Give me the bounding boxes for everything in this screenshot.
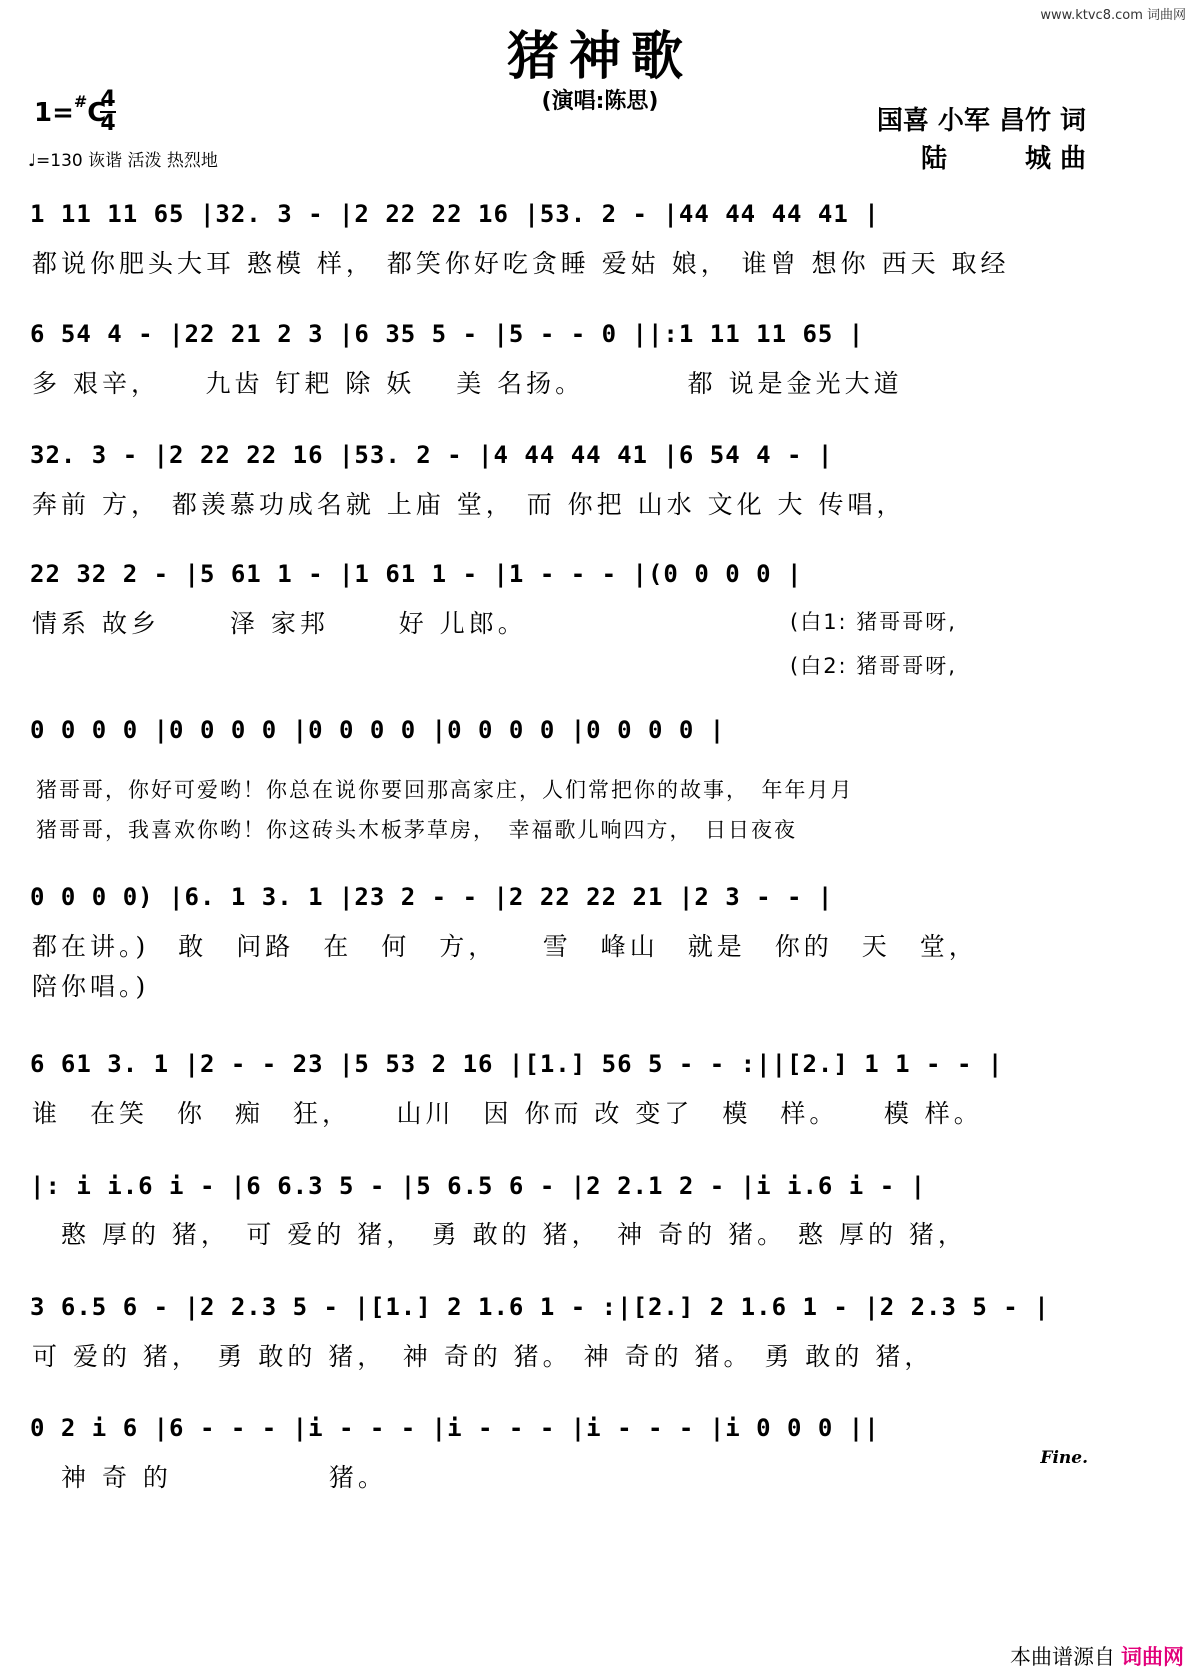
meter-top: 4 bbox=[100, 87, 116, 112]
notation-row: 0 0 0 0) |6. 1 3. 1 |23 2 - - |2 22 22 21 |2 3 - - | bbox=[30, 883, 834, 911]
lyric-line: 神 奇 的 猪。 bbox=[32, 1463, 387, 1492]
spoken-part-1: (白1: 猪哥哥呀, bbox=[790, 610, 957, 634]
spoken-line: 猪哥哥，我喜欢你哟！你这砖头木板茅草房， 幸福歌儿响四方， 日日夜夜 bbox=[36, 818, 797, 842]
composer-credit: 陆 城 曲 bbox=[920, 144, 1086, 174]
source-site-link[interactable]: 词曲网 bbox=[1121, 1645, 1184, 1669]
singer-credit: (演唱:陈思) bbox=[541, 89, 659, 114]
time-signature bbox=[100, 87, 116, 136]
lyric-line: 奔前 方， 都羡慕功成名就 上庙 堂， 而 你把 山水 文化 大 传唱， bbox=[32, 490, 906, 519]
lyric-line: 都说你肥头大耳 憨模 样， 都笑你好吃贪睡 爱姑 娘， 谁曾 想你 西天 取经 bbox=[32, 249, 1010, 278]
source-footer bbox=[1010, 1641, 1184, 1671]
notation-row: |: i i.6 i - |6 6.3 5 - |5 6.5 6 - |2 2.1 2 - |i i.6 i - | bbox=[30, 1172, 927, 1200]
lyric-line: 情系 故乡 泽 家邦 好 儿郎。 bbox=[32, 609, 527, 638]
lyric-line: 憨 厚的 猪， 可 爱的 猪， 勇 敢的 猪， 神 奇的 猪。 憨 厚的 猪， bbox=[32, 1220, 967, 1249]
notation-row: 32. 3 - |2 22 22 16 |53. 2 - |4 44 44 41 |6 54 4 - | bbox=[30, 441, 834, 469]
notation-row: 0 0 0 0 |0 0 0 0 |0 0 0 0 |0 0 0 0 |0 0 0 0 | bbox=[30, 716, 726, 744]
spoken-part-2: (白2: 猪哥哥呀, bbox=[790, 654, 957, 678]
meter-bottom: 4 bbox=[100, 111, 116, 136]
key-note: C bbox=[87, 98, 107, 128]
key-prefix: 1= bbox=[34, 98, 74, 128]
spoken-line: 猪哥哥，你好可爱哟！你总在说你要回那高家庄，人们常把你的故事， 年年月月 bbox=[36, 778, 854, 802]
lyric-line: 谁 在笑 你 痴 狂， 山川 因 你而 改 变了 模 样。 模 样。 bbox=[32, 1099, 983, 1128]
notation-row: 0 2 i 6 |6 - - - |i - - - |i - - - |i - - - |i 0 0 0 || bbox=[30, 1414, 880, 1442]
lyric-line: 多 艰辛， 九齿 钉耙 除 妖 美 名扬。 都 说是金光大道 bbox=[32, 369, 903, 398]
lyric-line: 可 爱的 猪， 勇 敢的 猪， 神 奇的 猪。 神 奇的 猪。 勇 敢的 猪， bbox=[32, 1342, 934, 1371]
lyricist-credit: 国喜 小军 昌竹 词 bbox=[876, 106, 1086, 136]
source-label: 本曲谱源自 bbox=[1010, 1645, 1115, 1669]
lyric-line: 陪你唱。) bbox=[32, 972, 150, 1001]
fine-marking: Fine. bbox=[1040, 1448, 1088, 1468]
notation-row: 6 61 3. 1 |2 - - 23 |5 53 2 16 |[1.] 56 5 - - :||[2.] 1 1 - - | bbox=[30, 1050, 1004, 1078]
notation-row: 1 11 11 65 |32. 3 - |2 22 22 16 |53. 2 - |44 44 44 41 | bbox=[30, 200, 880, 228]
notation-row: 3 6.5 6 - |2 2.3 5 - |[1.] 2 1.6 1 - :|[2.] 2 1.6 1 - |2 2.3 5 - | bbox=[30, 1293, 1050, 1321]
song-title: 猪神歌 bbox=[506, 26, 693, 87]
notation-row: 22 32 2 - |5 61 1 - |1 61 1 - |1 - - - |(0 0 0 0 | bbox=[30, 560, 803, 588]
notation-row: 6 54 4 - |22 21 2 3 |6 35 5 - |5 - - 0 ||:1 11 11 65 | bbox=[30, 320, 865, 348]
lyric-line: 都在讲。) 敢 问路 在 何 方， 雪 峰山 就是 你的 天 堂， bbox=[32, 932, 978, 961]
key-signature bbox=[34, 92, 107, 128]
watermark: www.ktvc8.com 词曲网 bbox=[1040, 8, 1186, 23]
sharp-sign: # bbox=[73, 92, 88, 111]
tempo-marking: ♩=130 诙谐 活泼 热烈地 bbox=[28, 151, 218, 171]
